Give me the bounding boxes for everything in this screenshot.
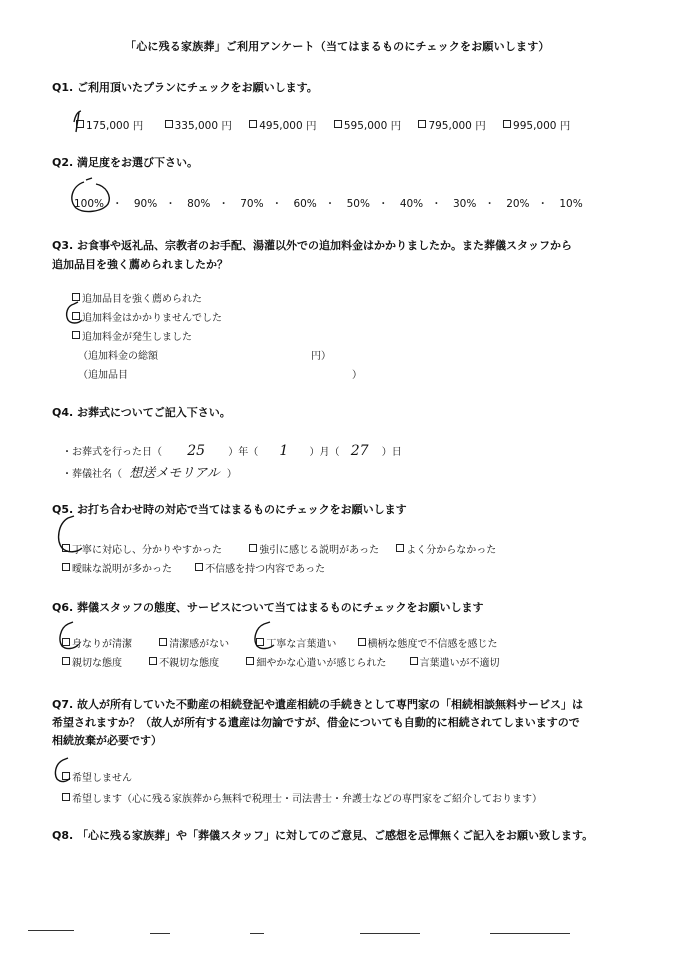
q2-option-60[interactable]: 60%: [293, 198, 317, 210]
q1-option-795000[interactable]: 795,000 円: [418, 118, 485, 133]
q3-items-label: （追加品目: [78, 370, 128, 381]
q2-option-10[interactable]: 10%: [559, 198, 583, 210]
q1-option-995000[interactable]: 995,000 円: [503, 118, 570, 133]
checkbox-icon[interactable]: [62, 638, 70, 646]
q6-option-kind[interactable]: 親切な態度: [62, 654, 122, 669]
q3-total-label: （追加料金の総額: [78, 351, 158, 362]
checkbox-icon[interactable]: [249, 120, 257, 128]
checkbox-icon[interactable]: [334, 120, 342, 128]
q4-date-label: ・お葬式を行った日（: [62, 447, 162, 458]
checkbox-icon[interactable]: [249, 544, 257, 552]
q6-row2: [62, 654, 500, 669]
q2-separator: ・: [112, 198, 123, 210]
q5-option-distrust[interactable]: 不信感を持つ内容であった: [195, 560, 325, 575]
q4-date-row: [62, 443, 402, 459]
q6-option-arrogant[interactable]: 横柄な態度で不信感を感じた: [358, 635, 498, 650]
checkbox-icon[interactable]: [62, 657, 70, 665]
q5-option-vague[interactable]: 曖昧な説明が多かった: [62, 560, 172, 575]
q4-year-label: ）年（: [228, 447, 259, 458]
q7-question-line1: Q7. 故人が所有していた不動産の相続登記や遺産相続の手続きとして専門家の「相続相談無料サービス」は: [52, 698, 584, 711]
q4-company-label: ・葬儀社名（: [62, 469, 122, 480]
checkbox-icon[interactable]: [503, 120, 511, 128]
q1-option-175000[interactable]: 175,000 円: [76, 118, 143, 133]
q2-option-50[interactable]: 50%: [346, 198, 370, 210]
checkbox-icon[interactable]: [72, 331, 80, 339]
q6-option-attentive[interactable]: 細やかな心遣いが感じられた: [246, 654, 386, 669]
q4-company-row: [62, 462, 237, 481]
q2-option-90[interactable]: 90%: [133, 198, 158, 210]
checkbox-icon[interactable]: [62, 793, 70, 801]
q1-question: Q1. ご利用頂いたプランにチェックをお願いします。: [52, 81, 318, 94]
q2-option-80[interactable]: 80%: [187, 198, 211, 210]
q2-separator: ・: [377, 198, 389, 210]
page-title: 「心に残る家族葬」ご利用アンケート（当てはまるものにチェックをお願いします）: [125, 40, 550, 53]
q2-option-100[interactable]: 100%: [74, 198, 105, 210]
q2-option-20[interactable]: 20%: [506, 198, 530, 210]
q7-option-yes[interactable]: 希望します（心に残る家族葬から無料で税理士・司法書士・弁護士などの専門家をご紹介しております）: [62, 790, 542, 805]
q2-separator: ・: [218, 198, 229, 210]
q6-option-clean[interactable]: 身なりが清潔: [62, 635, 132, 650]
footer-rule: [250, 933, 264, 934]
q5-question: Q5. お打ち合わせ時の対応で当てはまるものにチェックをお願いします: [52, 503, 407, 516]
q2-separator: ・: [165, 198, 176, 210]
checkbox-icon[interactable]: [149, 657, 157, 665]
q3-question-line2: 追加品目を強く薦められましたか？: [52, 258, 228, 271]
q6-row1: [62, 635, 498, 650]
footer-rule: [360, 933, 420, 934]
checkbox-icon[interactable]: [246, 657, 254, 665]
checkbox-icon[interactable]: [62, 544, 70, 552]
checkbox-icon[interactable]: [165, 120, 173, 128]
q3-option-extra[interactable]: 追加料金が発生しました: [72, 328, 192, 343]
q1-option-595000[interactable]: 595,000 円: [334, 118, 401, 133]
q4-company-close: ）: [226, 469, 237, 480]
q5-row1: [62, 541, 496, 556]
q8-question: Q8. 「心に残る家族葬」や「葬儀スタッフ」に対してのご意見、ご感想を忌憚無くご記入をお願い致します。: [52, 829, 594, 842]
q6-option-polite-words[interactable]: 丁寧な言葉遣い: [256, 635, 336, 650]
q7-question-line2: 希望されますか？（故人が所有する遺産は勿論ですが、借金についても自動的に相続されてしまいますので: [52, 716, 580, 729]
checkbox-icon[interactable]: [195, 563, 203, 571]
q1-options: [76, 118, 570, 133]
q2-option-40[interactable]: 40%: [399, 198, 424, 210]
q4-company-value[interactable]: 想送メモリアル: [129, 466, 220, 481]
checkbox-icon[interactable]: [159, 638, 167, 646]
q4-question: Q4. お葬式についてご記入下さい。: [52, 406, 231, 419]
q4-month-value[interactable]: 1: [279, 443, 289, 459]
q7-option-no[interactable]: 希望しません: [62, 769, 132, 784]
q5-row2: [62, 560, 325, 575]
q4-day-value[interactable]: 27: [350, 443, 369, 459]
q2-separator: ・: [324, 198, 336, 210]
q2-option-70[interactable]: 70%: [240, 198, 264, 210]
checkbox-icon[interactable]: [72, 312, 80, 320]
q6-option-not-clean[interactable]: 清潔感がない: [159, 635, 229, 650]
checkbox-icon[interactable]: [410, 657, 418, 665]
checkbox-icon[interactable]: [62, 772, 70, 780]
checkbox-icon[interactable]: [358, 638, 366, 646]
q6-question: Q6. 葬儀スタッフの態度、サービスについて当てはまるものにチェックをお願いします: [52, 601, 484, 614]
q2-options: [74, 196, 583, 211]
q5-option-unclear[interactable]: よく分からなかった: [396, 541, 496, 556]
checkbox-icon[interactable]: [396, 544, 404, 552]
q4-year-value[interactable]: 25: [187, 443, 206, 459]
q1-option-495000[interactable]: 495,000 円: [249, 118, 316, 133]
q5-option-pushy[interactable]: 強引に感じる説明があった: [249, 541, 379, 556]
q6-option-unkind[interactable]: 不親切な態度: [149, 654, 219, 669]
q5-option-polite[interactable]: 丁寧に対応し、分かりやすかった: [62, 541, 222, 556]
q3-option-pushed[interactable]: 追加品目を強く薦められた: [72, 290, 202, 305]
footer-rule: [490, 933, 570, 934]
q4-month-label: ）月（: [309, 447, 340, 458]
q2-question: Q2. 満足度をお選び下さい。: [52, 156, 199, 169]
checkbox-icon[interactable]: [62, 563, 70, 571]
checkbox-icon[interactable]: [418, 120, 426, 128]
q3-question-line1: Q3. お食事や返礼品、宗教者のお手配、湯灌以外での追加料金はかかりましたか。また葬儀スタッフから: [52, 239, 573, 252]
q2-separator: ・: [484, 198, 495, 210]
checkbox-icon[interactable]: [256, 638, 264, 646]
q2-separator: ・: [431, 198, 442, 210]
footer-rule: [150, 933, 170, 934]
q3-option-no-extra[interactable]: 追加料金はかかりませんでした: [72, 309, 222, 324]
q7-question-line3: 相続放棄が必要です）: [52, 734, 162, 747]
footer-rule: [28, 930, 74, 931]
q2-separator: ・: [537, 198, 549, 210]
q6-option-rude-words[interactable]: 言葉遣いが不適切: [410, 654, 500, 669]
q2-separator: ・: [271, 198, 283, 210]
q1-option-335000[interactable]: 335,000 円: [165, 118, 232, 133]
q2-option-30[interactable]: 30%: [453, 198, 477, 210]
q3-items-close: ）: [352, 370, 362, 381]
checkbox-icon[interactable]: [76, 120, 84, 128]
q3-total-unit: 円）: [311, 351, 331, 362]
q4-day-label: ）日: [381, 447, 402, 458]
checkbox-icon[interactable]: [72, 293, 80, 301]
